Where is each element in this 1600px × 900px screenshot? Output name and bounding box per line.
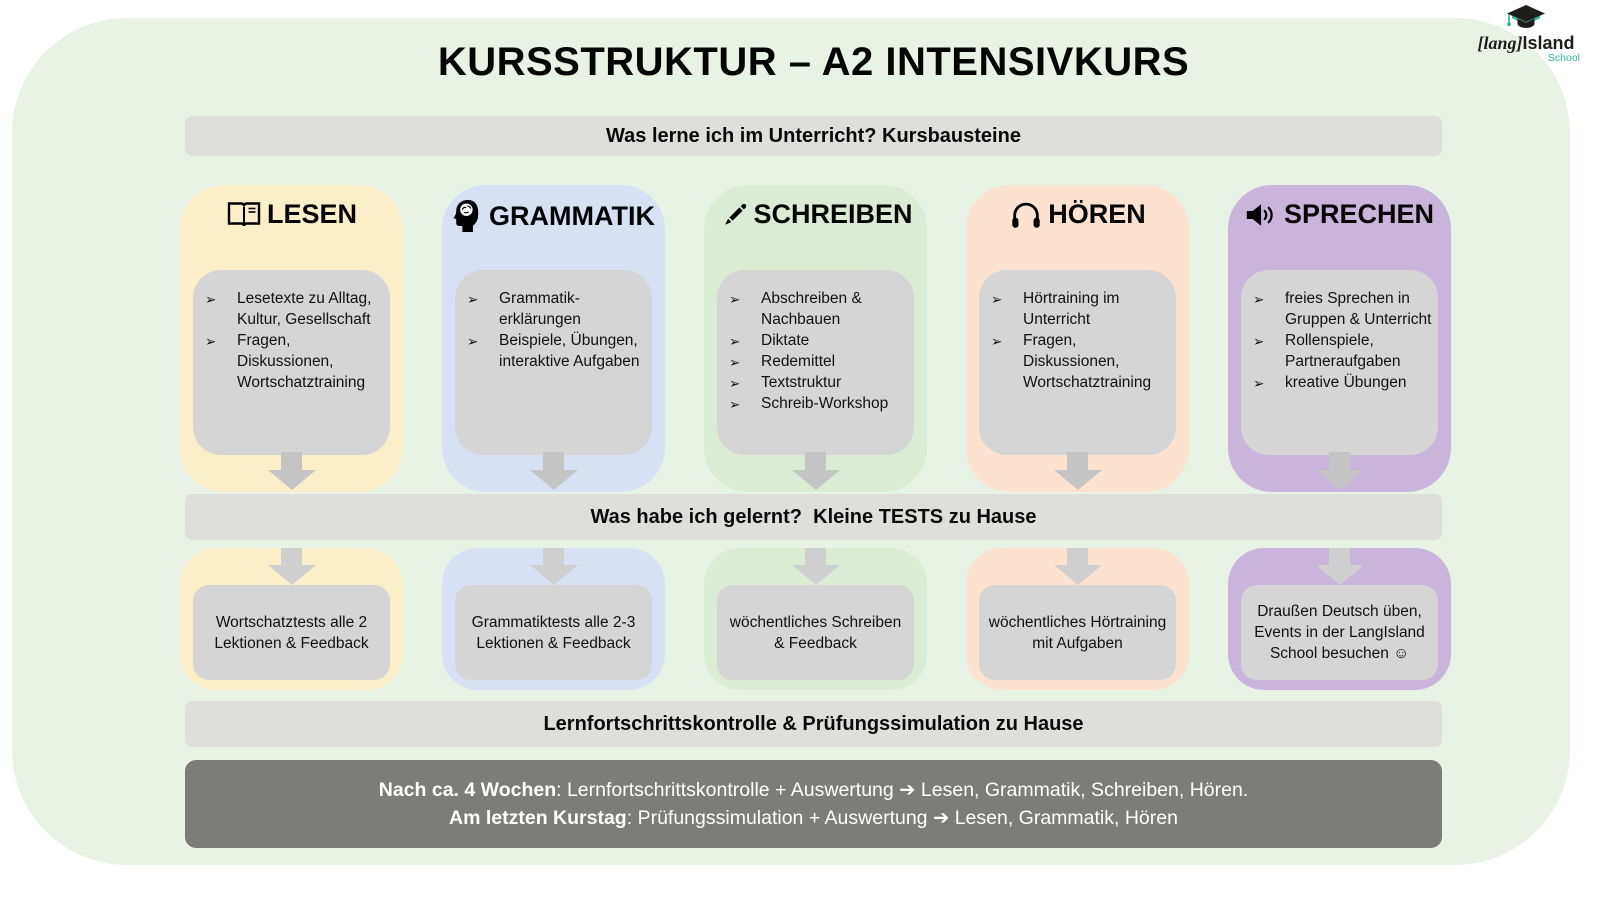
footer-line-1: Nach ca. 4 Wochen: Lernfortschrittskontrolle + Auswertung ➔ Lesen, Grammatik, Schreiben, Hören. (378, 779, 1249, 801)
arrow-bullet-icon: ➢ (1253, 376, 1265, 391)
column-grammatik (442, 185, 665, 492)
down-arrow (530, 548, 578, 585)
arrow-bullet-icon: ➢ (729, 397, 741, 412)
head-brain-icon (452, 199, 484, 233)
list-item: ➢ Hörtraining im Unterricht (991, 290, 1120, 328)
list-item: ➢ Abschreiben & Nachbauen (729, 290, 862, 328)
list-item: ➢ Fragen, Diskussionen, Wortschatztraining (205, 332, 366, 391)
column-hoeren (966, 185, 1189, 492)
list-item: ➢ Grammatik-erklärungen (467, 290, 581, 328)
list-item: ➢ Redemittel (717, 351, 908, 372)
list-item: ➢ Lesetexte zu Alltag, Kultur, Gesellschaft (205, 290, 372, 328)
speaker-icon (1245, 201, 1279, 229)
test-hoeren (966, 548, 1189, 690)
test-box: wöchentliches Schreiben & Feedback (717, 585, 914, 680)
section-bar-tests: Was habe ich gelernt? Kleine TESTS zu Hause (185, 494, 1442, 540)
down-arrow (792, 548, 840, 585)
down-arrow (1054, 452, 1102, 490)
arrow-bullet-icon: ➢ (467, 292, 479, 307)
down-arrow (1316, 452, 1364, 490)
arrow-bullet-icon: ➢ (991, 334, 1003, 349)
arrow-bullet-icon: ➢ (1253, 334, 1265, 349)
langisland-logo (1466, 4, 1586, 64)
arrow-bullet-icon: ➢ (729, 334, 741, 349)
down-arrow (1316, 548, 1364, 585)
down-arrow (268, 452, 316, 490)
column-content-box (193, 270, 390, 455)
column-content-box (1241, 270, 1438, 455)
test-schreiben (704, 548, 927, 690)
graduation-cap-icon (1466, 4, 1586, 34)
down-arrow (792, 452, 840, 490)
column-schreiben (704, 185, 927, 492)
arrow-bullet-icon: ➢ (991, 292, 1003, 307)
down-arrow (1054, 548, 1102, 585)
arrow-bullet-icon: ➢ (729, 292, 741, 307)
tests-columns-row (180, 548, 1452, 690)
column-title: LESEN (266, 199, 358, 229)
list-item: ➢ Diktate (717, 330, 908, 351)
page-title: KURSSTRUKTUR – A2 INTENSIVKURS (437, 40, 1190, 84)
section-bar-unterricht: Was lerne ich im Unterricht? Kursbausteine (185, 116, 1442, 156)
list-item: ➢ Fragen, Diskussionen, Wortschatztraining (991, 332, 1152, 391)
pencil-icon (718, 200, 748, 230)
list-item: ➢ freies Sprechen in Gruppen & Unterricht (1253, 290, 1432, 328)
test-box: Wortschatztests alle 2 Lektionen & Feedback (193, 585, 390, 680)
arrow-bullet-icon: ➢ (205, 292, 217, 307)
footer-line-2: Am letzten Kurstag: Prüfungssimulation + Auswertung ➔ Lesen, Grammatik, Hören (449, 807, 1178, 829)
arrow-bullet-icon: ➢ (729, 376, 741, 391)
list-item: ➢ Textstruktur (717, 372, 908, 393)
logo-school-label: School (1547, 52, 1580, 64)
test-box: wöchentliches Hörtraining mit Aufgaben (979, 585, 1176, 680)
open-book-icon (226, 199, 262, 230)
column-title: SPRECHEN (1283, 199, 1435, 229)
column-content-box (979, 270, 1176, 455)
column-sprechen (1228, 185, 1451, 492)
down-arrow (530, 452, 578, 490)
column-content-box (717, 270, 914, 455)
arrow-bullet-icon: ➢ (205, 334, 217, 349)
test-box: Draußen Deutsch üben, Events in der LangIsland School besuchen ☺ (1241, 585, 1438, 680)
test-box: Grammatiktests alle 2-3 Lektionen & Feedback (455, 585, 652, 680)
column-lesen (180, 185, 403, 492)
list-item: ➢ Schreib-Workshop (717, 393, 908, 414)
headphones-icon (1009, 199, 1043, 230)
list-item: ➢ Rollenspiele, Partneraufgaben (1253, 332, 1401, 370)
arrow-bullet-icon: ➢ (1253, 292, 1265, 307)
section-bar-lernfortschritt: Lernfortschrittskontrolle & Prüfungssimulation zu Hause (185, 701, 1442, 747)
column-title: SCHREIBEN (753, 199, 913, 229)
test-grammatik (442, 548, 665, 690)
down-arrow (268, 548, 316, 585)
test-lesen (180, 548, 403, 690)
column-title: GRAMMATIK (489, 200, 655, 231)
list-item: ➢ Beispiele, Übungen, interaktive Aufgaben (467, 332, 640, 370)
course-columns-row (180, 185, 1452, 492)
test-sprechen (1228, 548, 1451, 690)
logo-wordmark: [lang]Island (1477, 33, 1575, 53)
column-content-box (455, 270, 652, 455)
footer-schedule-box (185, 760, 1442, 848)
arrow-bullet-icon: ➢ (729, 355, 741, 370)
arrow-bullet-icon: ➢ (467, 334, 479, 349)
list-item: ➢ kreative Übungen (1241, 372, 1432, 393)
column-title: HÖREN (1048, 199, 1146, 229)
